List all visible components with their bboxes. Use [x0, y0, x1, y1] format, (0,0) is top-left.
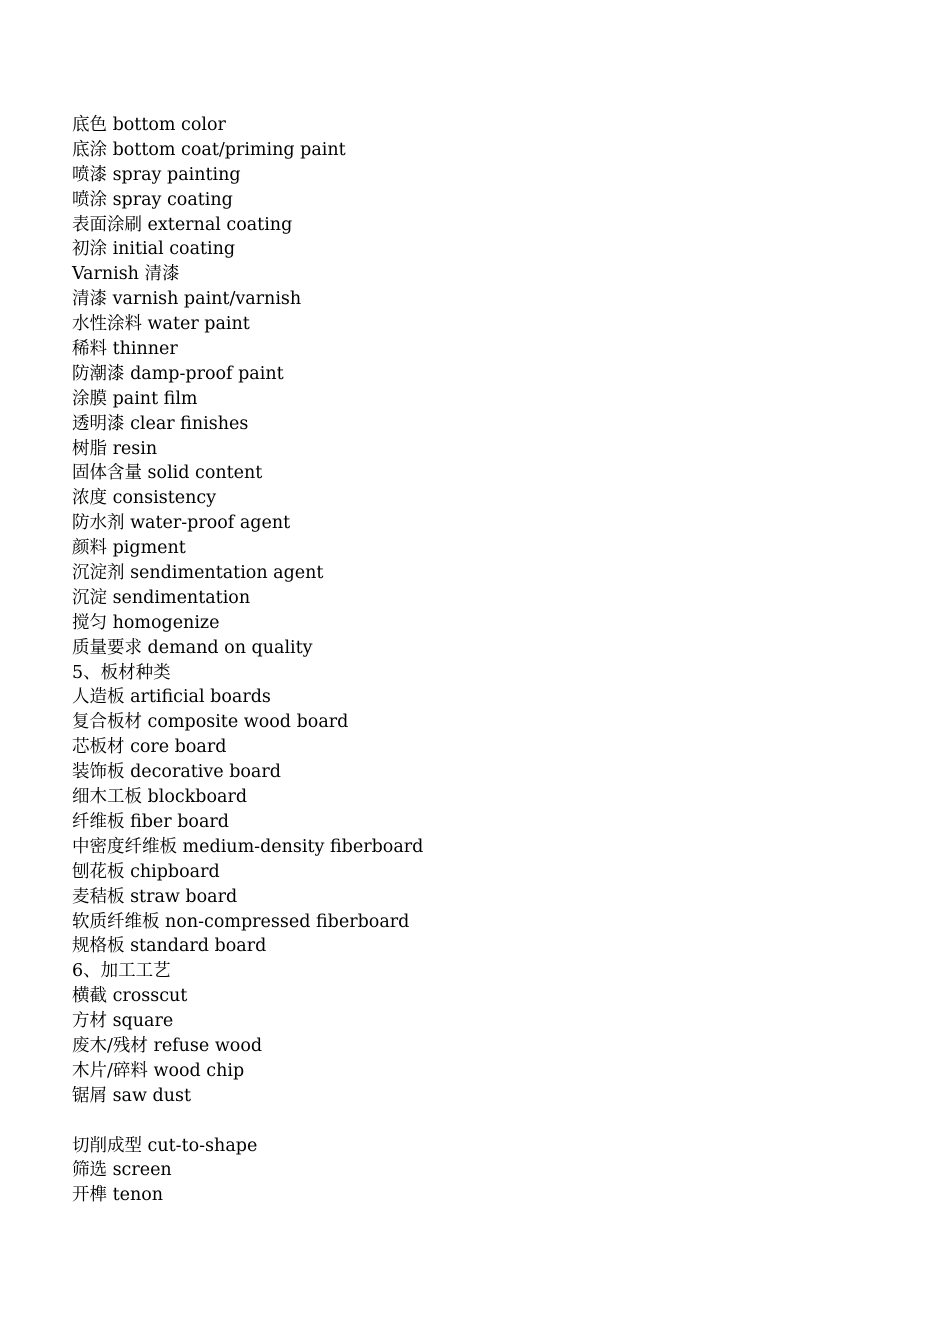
term-line: 初涂 initial coating — [72, 239, 236, 260]
term-line: 底色 bottom color — [72, 115, 226, 135]
term-line: 清漆 varnish paint/varnish — [72, 289, 302, 310]
term-line: 稀料 thinner — [72, 339, 178, 360]
term-line: 木片/碎料 wood chip — [72, 1060, 245, 1081]
term-line: 横截 crosscut — [72, 986, 188, 1007]
term-line: 装饰板 decorative board — [72, 762, 281, 783]
term-line: 防水剂 water-proof agent — [72, 513, 291, 534]
blank-line — [72, 1109, 892, 1134]
term-line: 复合板材 composite wood board — [72, 712, 349, 733]
term-line: 固体含量 solid content — [72, 463, 263, 484]
term-line: 纤维板 fiber board — [72, 811, 229, 832]
term-line: 表面涂刷 external coating — [72, 214, 293, 235]
term-line: 规格板 standard board — [72, 936, 267, 957]
term-line: 方材 square — [72, 1011, 174, 1032]
section-heading: 6、加工工艺 — [72, 961, 171, 982]
term-line: 涂膜 paint film — [72, 388, 198, 409]
term-line: 质量要求 demand on quality — [72, 637, 313, 658]
term-line: 树脂 resin — [72, 438, 158, 459]
term-line: 浓度 consistency — [72, 488, 217, 509]
term-line: 沉淀剂 sendimentation agent — [72, 563, 324, 584]
term-line: 沉淀 sendimentation — [72, 587, 251, 608]
glossary-text-block — [72, 113, 892, 1208]
term-line: 开榫 tenon — [72, 1185, 164, 1206]
term-line: 刨花板 chipboard — [72, 861, 220, 882]
term-line: 防潮漆 damp-proof paint — [72, 363, 284, 384]
term-line: 筛选 screen — [72, 1160, 172, 1181]
term-line: Varnish 清漆 — [72, 264, 180, 285]
term-line: 锯屑 saw dust — [72, 1085, 192, 1106]
term-line: 水性涂料 water paint — [72, 314, 250, 335]
term-line: 软质纤维板 non-compressed fiberboard — [72, 911, 410, 932]
term-line: 芯板材 core board — [72, 737, 227, 758]
term-line: 人造板 artificial boards — [72, 687, 271, 708]
term-line: 透明漆 clear finishes — [72, 413, 249, 434]
section-heading: 5、板材种类 — [72, 662, 171, 683]
term-line: 细木工板 blockboard — [72, 787, 248, 808]
term-line: 底涂 bottom coat/priming paint — [72, 139, 346, 160]
term-line: 废木/残材 refuse wood — [72, 1035, 263, 1056]
term-line: 中密度纤维板 medium-density fiberboard — [72, 836, 424, 857]
term-line: 喷漆 spray painting — [72, 164, 241, 185]
term-line: 喷涂 spray coating — [72, 189, 233, 210]
term-line: 麦秸板 straw board — [72, 886, 238, 907]
term-line: 切削成型 cut-to-shape — [72, 1135, 258, 1156]
term-line: 搅匀 homogenize — [72, 612, 220, 633]
term-line: 颜料 pigment — [72, 538, 186, 559]
